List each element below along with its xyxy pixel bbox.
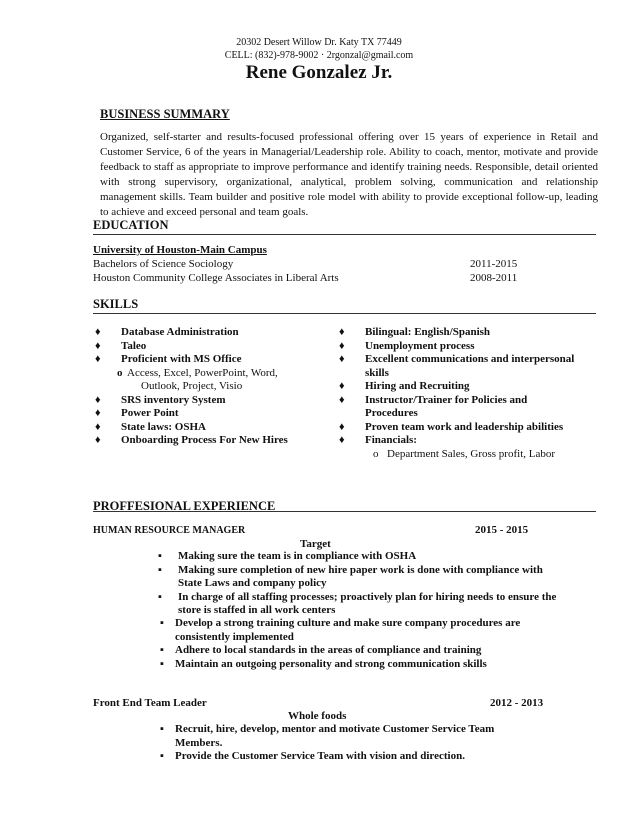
skills-heading: SKILLS	[93, 297, 139, 311]
job-bullet: ▪ Provide the Customer Service Team with vision and direction.	[160, 750, 465, 762]
square-bullet-icon: ▪	[158, 550, 162, 562]
experience-rule	[93, 511, 596, 512]
square-bullet-icon: ▪	[158, 563, 162, 576]
job-bullets	[158, 550, 558, 618]
diamond-bullet-icon: ♦	[339, 339, 345, 352]
diamond-bullet-icon: ♦	[339, 326, 345, 338]
skills-right-list	[339, 326, 599, 461]
job-dates: 2015 - 2015	[475, 524, 529, 536]
job-bullets	[160, 617, 560, 671]
skill-item: ♦ Onboarding Process For New Hires	[95, 434, 288, 446]
contact-line: CELL: (832)-978-9002 · 2rgonzal@gmail.com	[224, 50, 414, 61]
address: 20302 Desert Willow Dr. Katy TX 77449	[236, 37, 402, 48]
diamond-bullet-icon: ♦	[95, 393, 101, 406]
diamond-bullet-icon: ♦	[95, 434, 101, 446]
diamond-bullet-icon: ♦	[95, 407, 101, 419]
education-degree: Houston Community College Associates in Liberal Arts	[93, 272, 339, 284]
skill-item-continued: skills	[365, 366, 389, 379]
school-name: University of Houston-Main Campus	[93, 244, 267, 256]
circle-bullet-icon: o	[117, 366, 123, 379]
skill-item: ♦ Hiring and Recruiting	[339, 380, 470, 392]
diamond-bullet-icon: ♦	[339, 393, 345, 406]
job-title: Front End Team Leader	[93, 697, 207, 709]
job-bullet: ▪ Making sure completion of new hire paper work is done with compliance with State Laws and company policy	[158, 563, 543, 589]
skills-left-list	[95, 326, 335, 448]
diamond-bullet-icon: ♦	[339, 380, 345, 392]
diamond-bullet-icon: ♦	[95, 420, 101, 433]
company-name: Whole foods	[288, 710, 347, 722]
skill-subitem-continued: Outlook, Project, Visio	[141, 380, 243, 392]
job-bullet: ▪ Recruit, hire, develop, mentor and motivate Customer Service Team Members.	[160, 723, 495, 749]
circle-bullet-icon: o	[373, 447, 379, 460]
skill-item: ♦ Database Administration	[95, 326, 239, 338]
job-dates: 2012 - 2013	[490, 697, 544, 709]
skill-subitem: o Access, Excel, PowerPoint, Word,	[117, 366, 278, 379]
skill-item: ♦ Instructor/Trainer for Policies and	[339, 393, 528, 406]
skill-item: ♦ Bilingual: English/Spanish	[339, 326, 491, 338]
experience-heading: PROFFESIONAL EXPERIENCE	[93, 499, 276, 513]
job-bullets	[160, 723, 540, 764]
skill-item: ♦ Taleo	[95, 339, 147, 352]
skill-item: ♦ Unemployment process	[339, 339, 475, 352]
skill-item: ♦ SRS inventory System	[95, 393, 226, 406]
diamond-bullet-icon: ♦	[95, 339, 101, 352]
square-bullet-icon: ▪	[158, 590, 162, 603]
square-bullet-icon: ▪	[160, 723, 164, 735]
skills-rule	[93, 313, 596, 314]
education-rule	[93, 234, 596, 235]
job-bullet: ▪ Adhere to local standards in the areas of compliance and training	[160, 644, 482, 656]
diamond-bullet-icon: ♦	[339, 420, 345, 433]
skill-item: ♦ Proven team work and leadership abilities	[339, 420, 564, 433]
skill-item: ♦ Proficient with MS Office	[95, 353, 242, 365]
diamond-bullet-icon: ♦	[339, 434, 345, 446]
skill-item-continued: Procedures	[365, 407, 418, 419]
skill-item: ♦ Power Point	[95, 407, 179, 419]
square-bullet-icon: ▪	[160, 644, 164, 656]
diamond-bullet-icon: ♦	[339, 353, 345, 365]
job-bullet: ▪ In charge of all staffing processes; proactively plan for hiring needs to ensure the store is staffed in all work centers	[158, 590, 557, 616]
education-years: 2008-2011	[470, 272, 518, 284]
skill-item: ♦ State laws: OSHA	[95, 420, 206, 433]
summary-text: Organized, self-starter and results-focused professional offering over 15 years of experience in Retail and Customer Service, 6 of the years in Managerial/Leadership role. Ability to coach, mentor, motivate and provide feedback to staff as appropriate to improve performance and identify training needs. Responsible, detail oriented with strong supervisory, organizational, analytical, problem solving, communication and relationship management skills. Team builder and positive role model with ability to provide exceptional follow-up, leading to achieve and exceed personal and team goals.	[100, 131, 598, 218]
job-bullet: ▪ Develop a strong training culture and make sure company procedures are consistently implemented	[160, 617, 521, 643]
summary-heading: BUSINESS SUMMARY	[100, 107, 230, 121]
education-heading: EDUCATION	[93, 218, 169, 232]
job-bullet: ▪ Making sure the team is in compliance with OSHA	[158, 550, 417, 562]
square-bullet-icon: ▪	[160, 617, 164, 629]
square-bullet-icon: ▪	[160, 657, 164, 670]
skill-item: ♦ Financials:	[339, 434, 417, 446]
candidate-name: Rene Gonzalez Jr.	[245, 62, 393, 83]
education-degree: Bachelors of Science Sociology	[93, 258, 234, 270]
job-bullet: ▪ Maintain an outgoing personality and strong communication skills	[160, 657, 487, 670]
company-name: Target	[300, 538, 331, 550]
diamond-bullet-icon: ♦	[95, 326, 101, 338]
diamond-bullet-icon: ♦	[95, 353, 101, 365]
skill-subitem: o Department Sales, Gross profit, Labor	[373, 447, 556, 460]
square-bullet-icon: ▪	[160, 750, 164, 762]
job-title: HUMAN RESOURCE MANAGER	[93, 525, 246, 536]
education-years: 2011-2015	[470, 258, 518, 270]
skill-item: ♦ Excellent communications and interpersonal	[339, 353, 575, 365]
